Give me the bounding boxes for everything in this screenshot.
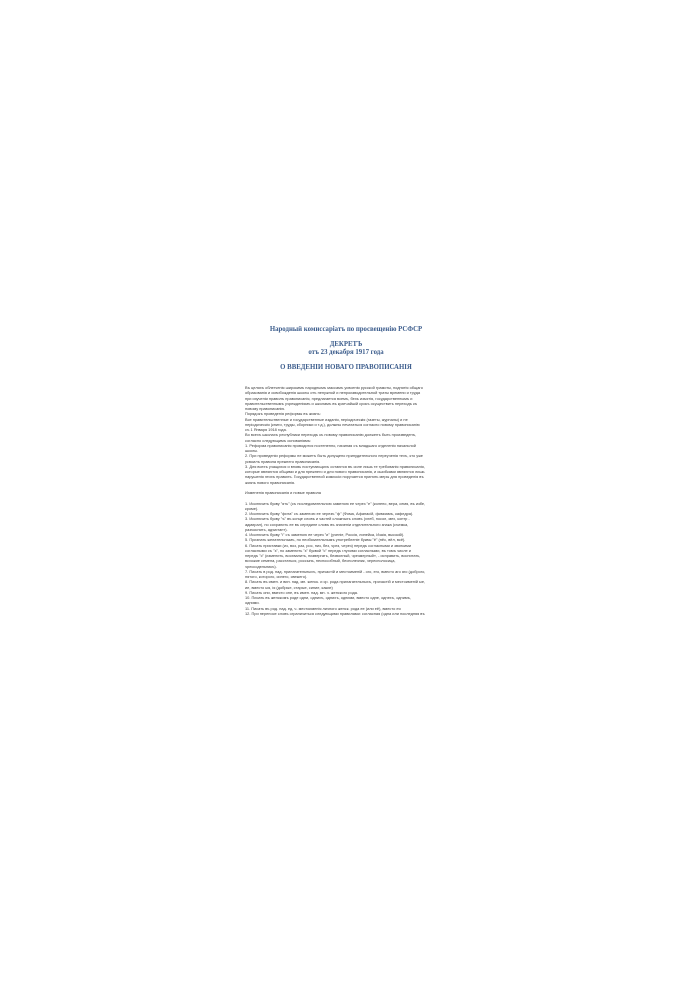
rule-line: адмирал), но сохранить ее въ середине словъ въ значеніи отделительного знака (съемка,	[245, 521, 409, 527]
rule-line: 1. Исключить букву "ять" (съ последовательною заменою ее через "е" (колено, вера, семя, въ избе,	[245, 500, 426, 506]
rule-line: 6. Писать приставки (из, воз, раз, рос, низ, без, чрез, через) передъ согласными и звонкими	[245, 542, 412, 548]
intro-line: новому правописанію.	[245, 406, 286, 411]
rule-line: одними.	[245, 600, 260, 606]
intro-line: при изученіи правилъ правописанія, предлагается всемъ, безъ изъятія, государственнымъ и	[245, 395, 413, 401]
intro-section	[245, 385, 470, 485]
intro-line: согласно следующимъ основаніямъ:	[245, 437, 312, 443]
rule-line: 2. Исключить букву "фита" съ заменою ее черезъ "ф" (Фома, Афанасій, фимиамъ, кафедра).	[245, 511, 414, 516]
rule-line: 10. Писать въ женскомъ роде одни, одниxъ, одниxъ, одними, вместо одне, однехъ, однимъ,	[245, 595, 412, 600]
intro-line: нарушенія этихъ правилъ. Государственной комиссіи поручается принять меры для проведенія въ	[245, 474, 424, 480]
intro-line: Порядокъ проведенія реформы въ жизнь:	[245, 411, 321, 417]
rule-line: разъяснить, адъютант).	[245, 526, 288, 532]
intro-line: 2. При проведеніи реформы не можетъ быть допущено принудительного переученія техъ, кто уже	[245, 453, 423, 459]
rule-line: согласными съ "з", но заменить "з" буквой "с" передъ глухими согласными, въ томъ числе и	[245, 547, 411, 553]
changes-heading: Измененія правописанія и новые правила	[245, 490, 321, 495]
intro-line: правительственнымъ учрежденіямъ и школамъ въ кратчайшій срокъ осуществить переходъ къ	[245, 400, 418, 406]
intro-line: жизнь нового правописанія.	[245, 479, 296, 485]
rule-line: пятого, которого, синего, свежего).	[245, 574, 308, 579]
intro-line: которые являются общими и для прежнего и для нового правописанія, и ошибками являются лишь	[245, 469, 425, 474]
intro-line: 3. Для всехъ учащихся и вновь поступающихъ остаются въ силе лишь те требованія правописанія,	[245, 463, 425, 469]
rule-line: чрессодельникъ).	[245, 563, 277, 569]
decree-heading: ДЕКРЕТЪ	[329, 341, 363, 348]
document-body	[245, 385, 470, 616]
rules-section	[245, 501, 470, 617]
rule-line: 4. Исключить букву "і" съ заменою ее через "и" (ученіе, Россія, линейка, Изаія, высокій).	[245, 532, 405, 537]
intro-line: школы.	[245, 448, 259, 453]
rule-line: 12. При переносе словъ ограничиться следующими правилами: согласная (одна или последняя въ	[245, 610, 425, 616]
rule-line: всхожие семена, расстаться, россыпь, неспособный, бесполезник, чересполосица,	[245, 558, 396, 564]
rule-line: 9. Писать они, вместо оне, въ имен. пад. мн. ч. женского рода.	[245, 589, 359, 595]
rule-line: ие, вместо ыя, ія (добрые, старые, синие, какие)	[245, 584, 333, 590]
intro-line: Во всехъ школахъ республики переходъ къ новому правописанію долженъ быть произведенъ,	[245, 432, 417, 438]
intro-line: Все правительственные и государственные изданія, періодическія (газеты, журналы) и не	[245, 416, 408, 422]
commissariat-heading: Народный комиссаріатъ по просвещенію РСФСР	[269, 326, 423, 333]
intro-line: съ 1 Января 1918 года.	[245, 427, 287, 432]
intro-line: усвоилъ правила прежнего правописанія.	[245, 458, 321, 464]
rule-line: передъ "с" (изменить, восхвалить, низвергать, безволный, чрезмерный», - исправить, воспитать,	[245, 553, 421, 558]
decree-date: отъ 23 декабря 1917 года	[308, 349, 384, 356]
intro-line: періодическія (книги, труды, сборники и т.д.), должны печататься согласно новому правописанію	[245, 421, 420, 427]
intro-line: 1. Реформа правописанія проводится постепенно, начиная съ младшаго отделенія начальной	[245, 442, 416, 448]
rule-line: 5. Признать желательнымъ, но необязательнымъ употребленіе буквы "ё" (нёс, вёл, всё).	[245, 537, 406, 543]
decree-title: О ВВЕДЕНІИ НОВАГО ПРАВОПИСАНІЯ	[280, 364, 412, 371]
intro-line: образованія и освобожденія школы отъ ненужной и непроизводительной траты времени и труда	[245, 390, 421, 396]
rule-line: кроме).	[245, 505, 259, 511]
document-header	[242, 326, 450, 372]
intro-line: Въ целяхъ облегченія широкимъ народнымъ массамъ усвоенія русской грамоты, поднятія общаго	[245, 385, 423, 390]
rule-line: 7. Писать в род. пад. прилагательныхъ, причастій и местоименій - ого, его, вместо аго яго (доброго,	[245, 568, 426, 574]
rule-line: 8. Писать въ имен. и вин. пад. мн. женск. и ср. рода прилагательныхъ, причастій и местоименій ые,	[245, 579, 426, 585]
rule-line: 3. Исключить букву "ъ" въ конце словъ и частей сложныхъ словъ (хлеб, посол, мех, контр -	[245, 516, 410, 522]
rule-line: 11. Писать въ род. пад. ед. ч. местоименія личного женск. рода ее (или её), вместо ея	[245, 605, 401, 611]
